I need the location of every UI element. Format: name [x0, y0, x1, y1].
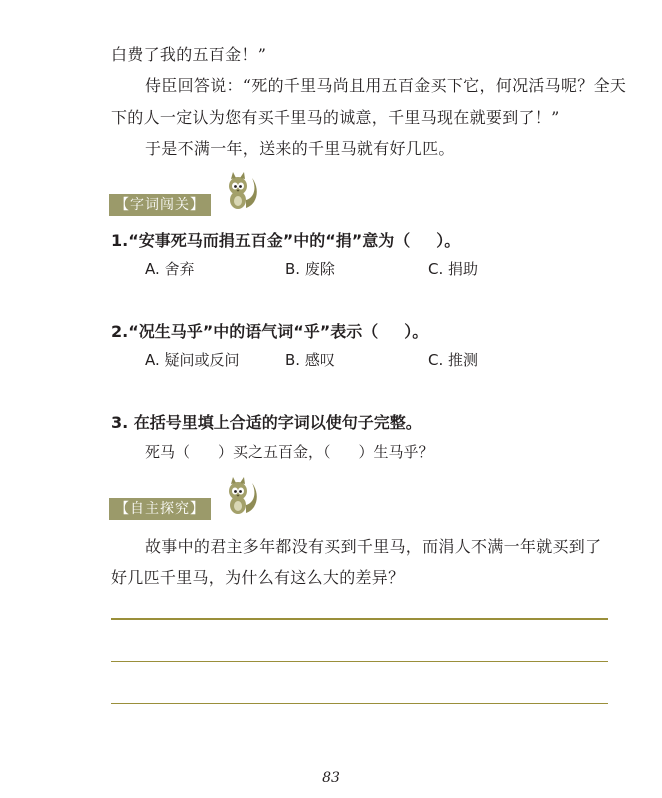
question-3-part-1: 死马（ [145, 443, 191, 461]
question-3-sentence [145, 441, 434, 462]
question-1 [111, 228, 460, 251]
question-1-option-a[interactable]: A. 舍弃 [145, 260, 195, 278]
inquiry-question-line-1: 故事中的君主多年都没有买到千里马，而涓人不满一年就买到了 [145, 537, 602, 556]
question-1-text: 1.“安事死马而捐五百金”中的“捐”意为（ [111, 231, 411, 250]
passage-line-2: 侍臣回答说：“死的千里马尚且用五百金买下它，何况活马呢？全天 [145, 76, 627, 95]
question-3-part-2: ）买之五百金，（ [218, 443, 331, 461]
passage-line-1: 白费了我的五百金！” [111, 45, 267, 64]
question-2-option-a[interactable]: A. 疑问或反问 [145, 351, 240, 369]
question-2-option-c[interactable]: C. 推测 [428, 351, 479, 369]
page-number: 83 [322, 770, 340, 786]
question-2 [111, 319, 428, 342]
question-2-end: ）。 [404, 322, 429, 341]
section-badge-inquiry: 【自主探究】 [109, 498, 211, 520]
question-2-text: 2.“况生马乎”中的语气词“乎”表示（ [111, 322, 379, 341]
question-3-part-3: ）生马乎？ [358, 443, 434, 461]
question-3: 3. 在括号里填上合适的字词以使句子完整。 [111, 413, 422, 432]
answer-line-3[interactable] [111, 703, 608, 704]
passage-line-3: 下的人一定认为您有买千里马的诚意，千里马现在就要到了！” [111, 108, 560, 127]
answer-line-1[interactable] [111, 618, 608, 620]
section-badge-vocabulary: 【字词闯关】 [109, 194, 211, 216]
passage-line-4: 于是不满一年，送来的千里马就有好几匹。 [145, 139, 455, 158]
inquiry-question-line-2: 好几匹千里马，为什么有这么大的差异？ [111, 568, 405, 587]
question-2-option-b[interactable]: B. 感叹 [285, 351, 335, 369]
question-1-option-c[interactable]: C. 捐助 [428, 260, 479, 278]
question-1-option-b[interactable]: B. 废除 [285, 260, 335, 278]
answer-line-2[interactable] [111, 661, 608, 662]
question-1-end: ）。 [436, 231, 461, 250]
squirrel-mascot-icon [224, 170, 258, 212]
squirrel-mascot-icon [224, 475, 258, 517]
